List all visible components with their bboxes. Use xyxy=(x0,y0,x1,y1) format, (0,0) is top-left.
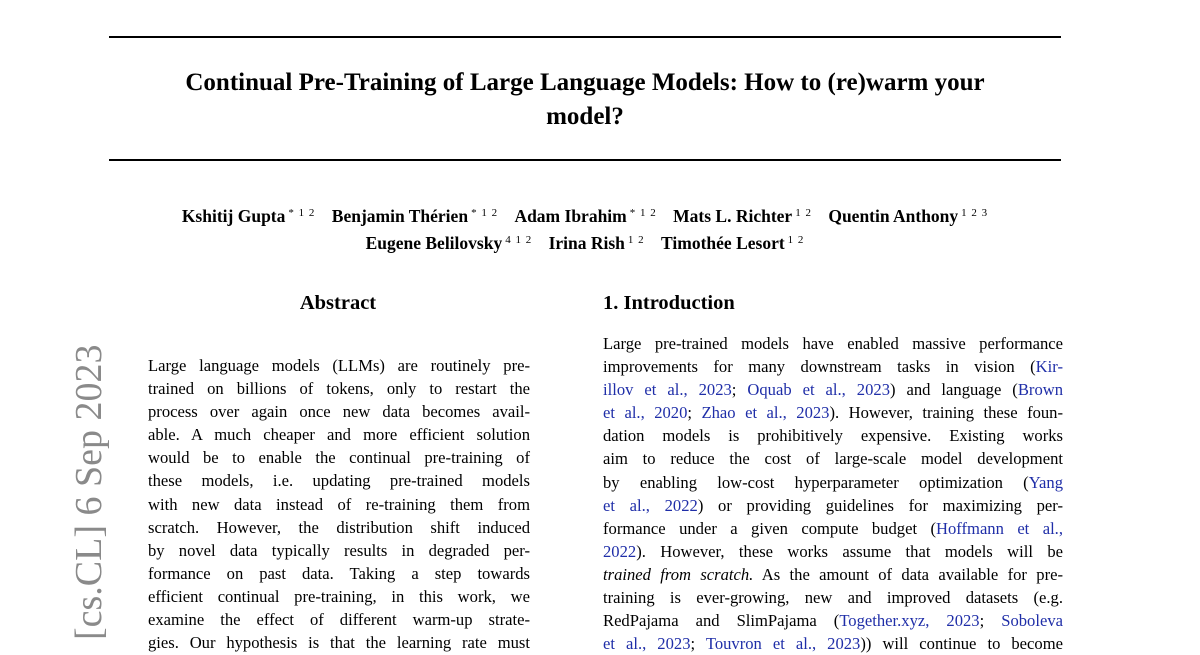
intro-text: ). However, these works assume that models will be xyxy=(636,541,1063,561)
abstract-line: would be to enable the continual pre-training of xyxy=(148,448,530,468)
intro-line xyxy=(603,540,1063,563)
author: Benjamin Thérien $^{* 1 2}$ xyxy=(331,206,499,226)
intro-line xyxy=(603,355,1063,378)
author: Adam Ibrahim $^{* 1 2}$ xyxy=(514,206,657,226)
intro-text: formance under a given compute budget ( xyxy=(603,518,936,538)
intro-text: )) will continue to become xyxy=(860,634,1063,654)
intro-line xyxy=(603,609,1063,632)
citation-link[interactable]: Hoffmann et al., xyxy=(936,518,1063,538)
citation-link[interactable]: et al., 2023 xyxy=(603,634,691,654)
intro-text: ; xyxy=(979,611,1002,631)
abstract-line: these models, i.e. updating pre-trained models xyxy=(148,471,530,491)
author: Kshitij Gupta $^{* 1 2}$ xyxy=(181,206,316,226)
intro-line xyxy=(603,563,1063,586)
citation-link[interactable]: Zhao et al., 2023 xyxy=(701,403,830,423)
abstract-line: examine the effect of different warm-up strate- xyxy=(148,610,530,630)
author-line xyxy=(109,201,1061,228)
citation-link[interactable]: Oquab et al., 2023 xyxy=(747,380,890,400)
intro-text: ) or providing guidelines for maximizing per- xyxy=(697,495,1063,515)
citation-link[interactable]: et al., 2020 xyxy=(603,403,688,423)
intro-line xyxy=(603,494,1063,517)
abstract-line: gies. Our hypothesis is that the learning rate must xyxy=(148,633,530,653)
abstract-body xyxy=(148,354,530,654)
citation-link[interactable]: illov et al., 2023 xyxy=(603,380,732,400)
intro-text: improvements for many downstream tasks in vision ( xyxy=(603,357,1036,377)
author: Mats L. Richter $^{1 2}$ xyxy=(673,206,812,226)
abstract-line: trained on billions of tokens, only to restart the xyxy=(148,379,530,399)
intro-text: As the amount of data available for pre- xyxy=(753,564,1063,584)
intro-text: Large pre-trained models have enabled massive performance xyxy=(603,334,1063,353)
intro-line xyxy=(603,586,1063,609)
abstract-line: scratch. However, the distribution shift induced xyxy=(148,517,530,537)
paper-title xyxy=(109,66,1061,134)
abstract-line: process over again once new data becomes avail- xyxy=(148,402,530,422)
intro-text: ) and language ( xyxy=(890,380,1018,400)
intro-text: ). However, training these foun- xyxy=(829,403,1064,423)
citation-link[interactable]: Yang xyxy=(1028,472,1063,492)
title-line: Continual Pre-Training of Large Language Models: How to (re)warm your xyxy=(185,69,985,96)
intro-line xyxy=(603,517,1063,540)
citation-link[interactable]: Soboleva xyxy=(1001,611,1063,631)
abstract-line: with new data instead of re-training them from xyxy=(148,494,530,514)
intro-line xyxy=(603,471,1063,494)
intro-text: ; xyxy=(690,634,706,654)
intro-text: RedPajama and SlimPajama ( xyxy=(603,611,840,631)
introduction-heading: 1. Introduction xyxy=(603,292,735,314)
intro-text: training is ever-growing, new and improved datasets (e.g. xyxy=(603,588,1063,608)
author-list xyxy=(109,201,1061,255)
citation-link[interactable]: Together.xyz, 2023 xyxy=(839,611,980,631)
intro-line xyxy=(603,424,1063,447)
title-line: model? xyxy=(546,103,624,130)
intro-line xyxy=(603,378,1063,401)
arxiv-identifier: [cs.CL] 6 Sep 2023 xyxy=(68,344,110,640)
intro-text: dation models is prohibitively expensive. Existing works xyxy=(603,426,1063,446)
abstract-line: Large language models (LLMs) are routinely pre- xyxy=(148,356,530,375)
author-line xyxy=(109,228,1061,255)
intro-line xyxy=(603,401,1063,424)
citation-link[interactable]: Brown xyxy=(1017,380,1064,400)
author: Quentin Anthony $^{1 2 3}$ xyxy=(828,206,989,226)
abstract-line: efficient continual pre-training, in this work, we xyxy=(148,586,530,606)
author: Irina Rish $^{1 2}$ xyxy=(548,233,645,253)
intro-line xyxy=(603,332,1063,355)
abstract-line: formance on past data. Taking a step towards xyxy=(148,563,530,583)
abstract-line: by novel data typically results in degraded per- xyxy=(148,540,530,560)
citation-link[interactable]: et al., 2022 xyxy=(603,495,698,515)
citation-link[interactable]: 2022 xyxy=(603,541,637,561)
citation-link[interactable]: Touvron et al., 2023 xyxy=(705,634,861,654)
abstract-heading: Abstract xyxy=(299,292,377,314)
intro-text: by enabling low-cost hyperparameter optimization ( xyxy=(603,472,1029,492)
title-bottom-rule xyxy=(109,159,1061,161)
abstract-line: able. A much cheaper and more efficient solution xyxy=(148,425,530,445)
title-top-rule xyxy=(109,36,1061,38)
intro-text: aim to reduce the cost of large-scale model development xyxy=(603,449,1063,469)
intro-text: ; xyxy=(731,380,748,400)
intro-text: ; xyxy=(687,403,702,423)
citation-link[interactable]: Kir- xyxy=(1035,357,1063,377)
author: Eugene Belilovsky $^{4 1 2}$ xyxy=(365,233,533,253)
intro-text: trained from scratch. xyxy=(603,564,754,584)
intro-line xyxy=(603,447,1063,470)
author: Timothée Lesort $^{1 2}$ xyxy=(661,233,805,253)
introduction-body xyxy=(603,332,1063,655)
intro-line xyxy=(603,632,1063,655)
